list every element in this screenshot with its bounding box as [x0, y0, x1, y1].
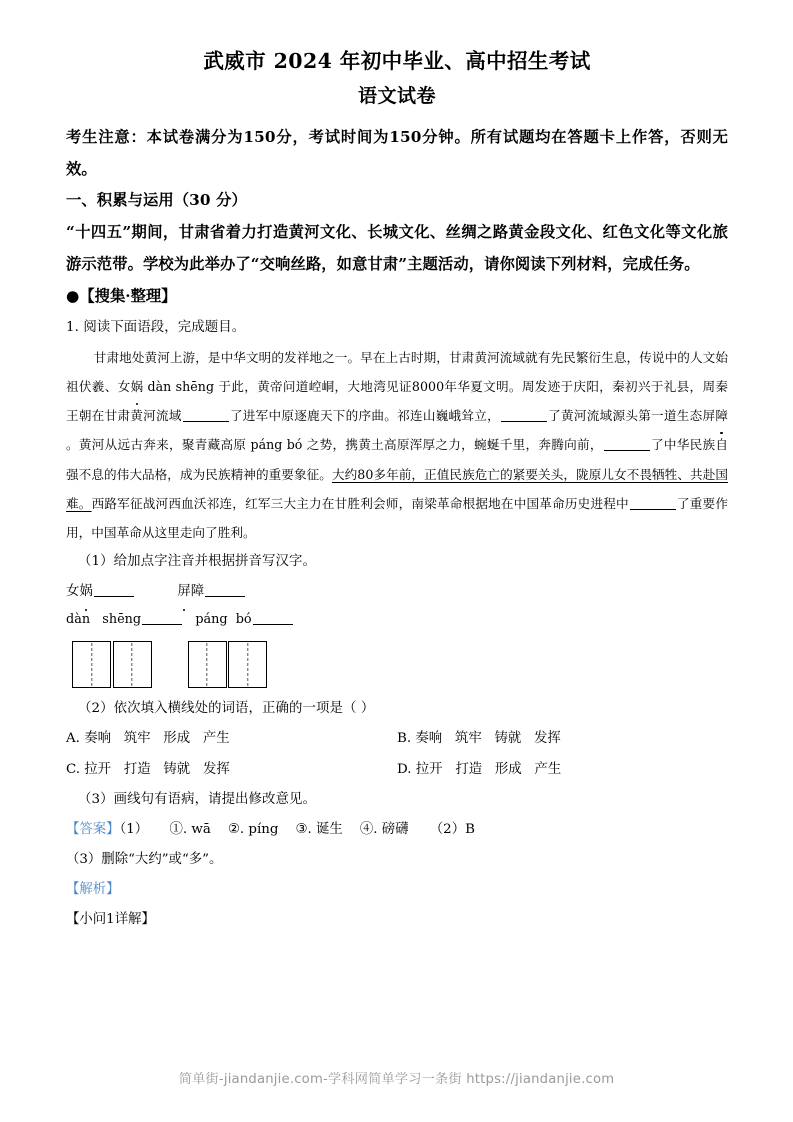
- answer-item-2: ②. píng: [227, 821, 279, 837]
- word-nu: 女: [66, 584, 80, 600]
- passage-seg-8: 了重要作用，中国革命从这里走向了胜利。: [66, 495, 728, 540]
- writing-grid-container: [72, 641, 728, 688]
- writing-cell[interactable]: [113, 641, 152, 688]
- dotted-char-zhang: 障: [715, 401, 728, 430]
- answer-item-4: ④. 磅礴: [359, 821, 409, 837]
- fill-blank-4: [630, 509, 676, 510]
- underlined-sentence: 大约80多年前，正值民族危亡的紧要关头，陇原儿女不畏牺牲、共赴国难。: [66, 466, 728, 511]
- passage-seg-4: 了黄河流域源头第一道生态屏: [547, 408, 716, 424]
- answer-blank-1: [94, 596, 134, 597]
- writing-cell[interactable]: [72, 641, 111, 688]
- choice-c-text: 拉开 打造 铸就 发挥: [84, 761, 230, 777]
- writing-grid-group-1[interactable]: [72, 641, 152, 688]
- pinyin-pang-bo: páng bó: [195, 612, 252, 628]
- answer-item-1: ①. wā: [169, 821, 211, 837]
- answer-item-3: ③. 诞生: [295, 821, 343, 837]
- dotted-char-wa-2: 娲: [79, 577, 92, 607]
- choice-c[interactable]: [66, 755, 397, 785]
- choice-b-text: 奏响 筑牢 铸就 发挥: [415, 731, 561, 747]
- writing-grid-group-2[interactable]: [188, 641, 268, 688]
- passage-seg-3: 了进军中原逐鹿天下的序曲。祁连山巍峨耸立，: [229, 408, 500, 424]
- page-content: [66, 48, 728, 936]
- sub-detail-tag: 【小问1详解】: [66, 912, 155, 928]
- task-bullet-heading: ●【搜集·整理】: [66, 287, 177, 306]
- fill-blank-2: [501, 421, 547, 422]
- question-1-passage: [66, 343, 728, 547]
- choice-d-text: 拉开 打造 形成 产生: [415, 761, 562, 777]
- choice-d-key: D.: [397, 761, 412, 777]
- answer-blank-4: [253, 624, 293, 625]
- answer-line-3: （3）删除“大约”或“多”。: [66, 852, 223, 868]
- choice-row-ab: [66, 724, 728, 754]
- section-intro: “十四五”期间，甘肃省着力打造黄河文化、长城文化、丝绸之路黄金段文化、红色文化等文化旅游示范带。学校为此举办了“交响丝路，如意甘肃”主题活动，请你阅读下列材料，完成任务。: [66, 223, 728, 273]
- choice-b-key: B.: [397, 731, 412, 747]
- answer-blank-2: [205, 596, 245, 597]
- choice-c-key: C.: [66, 761, 81, 777]
- pinyin-dan-sheng: dàn shēng: [66, 612, 142, 628]
- page-title: 武威市 2024 年初中毕业、高中招生考试: [203, 49, 591, 73]
- passage-seg-6: 了中华民族自强不息的伟大品格，成为民族精神的重要象征。: [66, 437, 728, 482]
- writing-cell[interactable]: [188, 641, 227, 688]
- choice-b[interactable]: [397, 724, 728, 754]
- answer-tag: 【答案】: [66, 821, 120, 837]
- page-subtitle: 语文试卷: [357, 84, 436, 107]
- analysis-tag: 【解析】: [66, 882, 120, 898]
- pinyin-fill-row: [66, 607, 728, 634]
- candidate-notice: 考生注意：本试卷满分为150分，考试时间为150分钟。所有试题均在答题卡上作答，否则无效。: [66, 128, 728, 178]
- fill-blank-3: [604, 450, 650, 451]
- question-1-sub-3-stem: （3）画线句有语病，请提出修改意见。: [78, 791, 317, 807]
- passage-seg-1: 甘肃地处黄河上游，是中华文明的发祥地之一。早在上古时期，甘肃黄河流域就有先民繁衍生息，传说中的人文始祖伏羲、女: [66, 349, 728, 394]
- question-1-sub-2-stem: （2）依次填入横线处的词语，正确的一项是（ ）: [78, 701, 375, 717]
- question-1-stem: 1. 阅读下面语段，完成题目。: [66, 319, 246, 335]
- dotted-char-wa: 娲: [131, 372, 144, 401]
- question-1-sub-1-stem: （1）给加点字注音并根据拼音写汉字。: [78, 554, 317, 570]
- answer-2: （2）B: [429, 821, 475, 837]
- passage-seg-5: 。黄河从远古奔来，聚青藏高原 páng bó 之势，携黄土高原浑厚之力，蜿蜒千里，奔腾向前，: [66, 437, 603, 453]
- writing-cell[interactable]: [228, 641, 267, 688]
- choice-a-text: 奏响 筑牢 形成 产生: [84, 731, 230, 747]
- choice-d[interactable]: [397, 755, 728, 785]
- choice-row-cd: [66, 755, 728, 785]
- choice-a-key: A.: [66, 731, 80, 747]
- fill-row-gap: [135, 584, 178, 599]
- answer-blank-3: [142, 624, 182, 625]
- footer-watermark: 简单街-jiandanjie.com-学科网简单学习一条街 https://jiandanjie.com: [178, 1072, 615, 1087]
- passage-seg-7: 西路军征战河西血沃祁连，红军三大主力在甘胜利会师，南梁革命根据地在中国革命历史进程中: [91, 495, 629, 511]
- word-zhang: 障: [190, 584, 205, 600]
- answer-line-1: [66, 815, 728, 845]
- dotted-char-ping: 屏: [177, 577, 190, 607]
- passage-seg-2: dàn shēng 于此，黄帝问道崆峒，大地湾见证8000年华夏文明。周发迹于庆阳，秦初兴于礼县，周秦王朝在甘肃黄河流域: [66, 378, 728, 424]
- fill-blank-1: [183, 421, 229, 422]
- answer-1-label: （1）: [119, 821, 149, 837]
- choice-a[interactable]: [66, 724, 397, 754]
- section-heading: 一、积累与运用（30 分）: [66, 191, 247, 210]
- phonetic-fill-row: [66, 577, 728, 607]
